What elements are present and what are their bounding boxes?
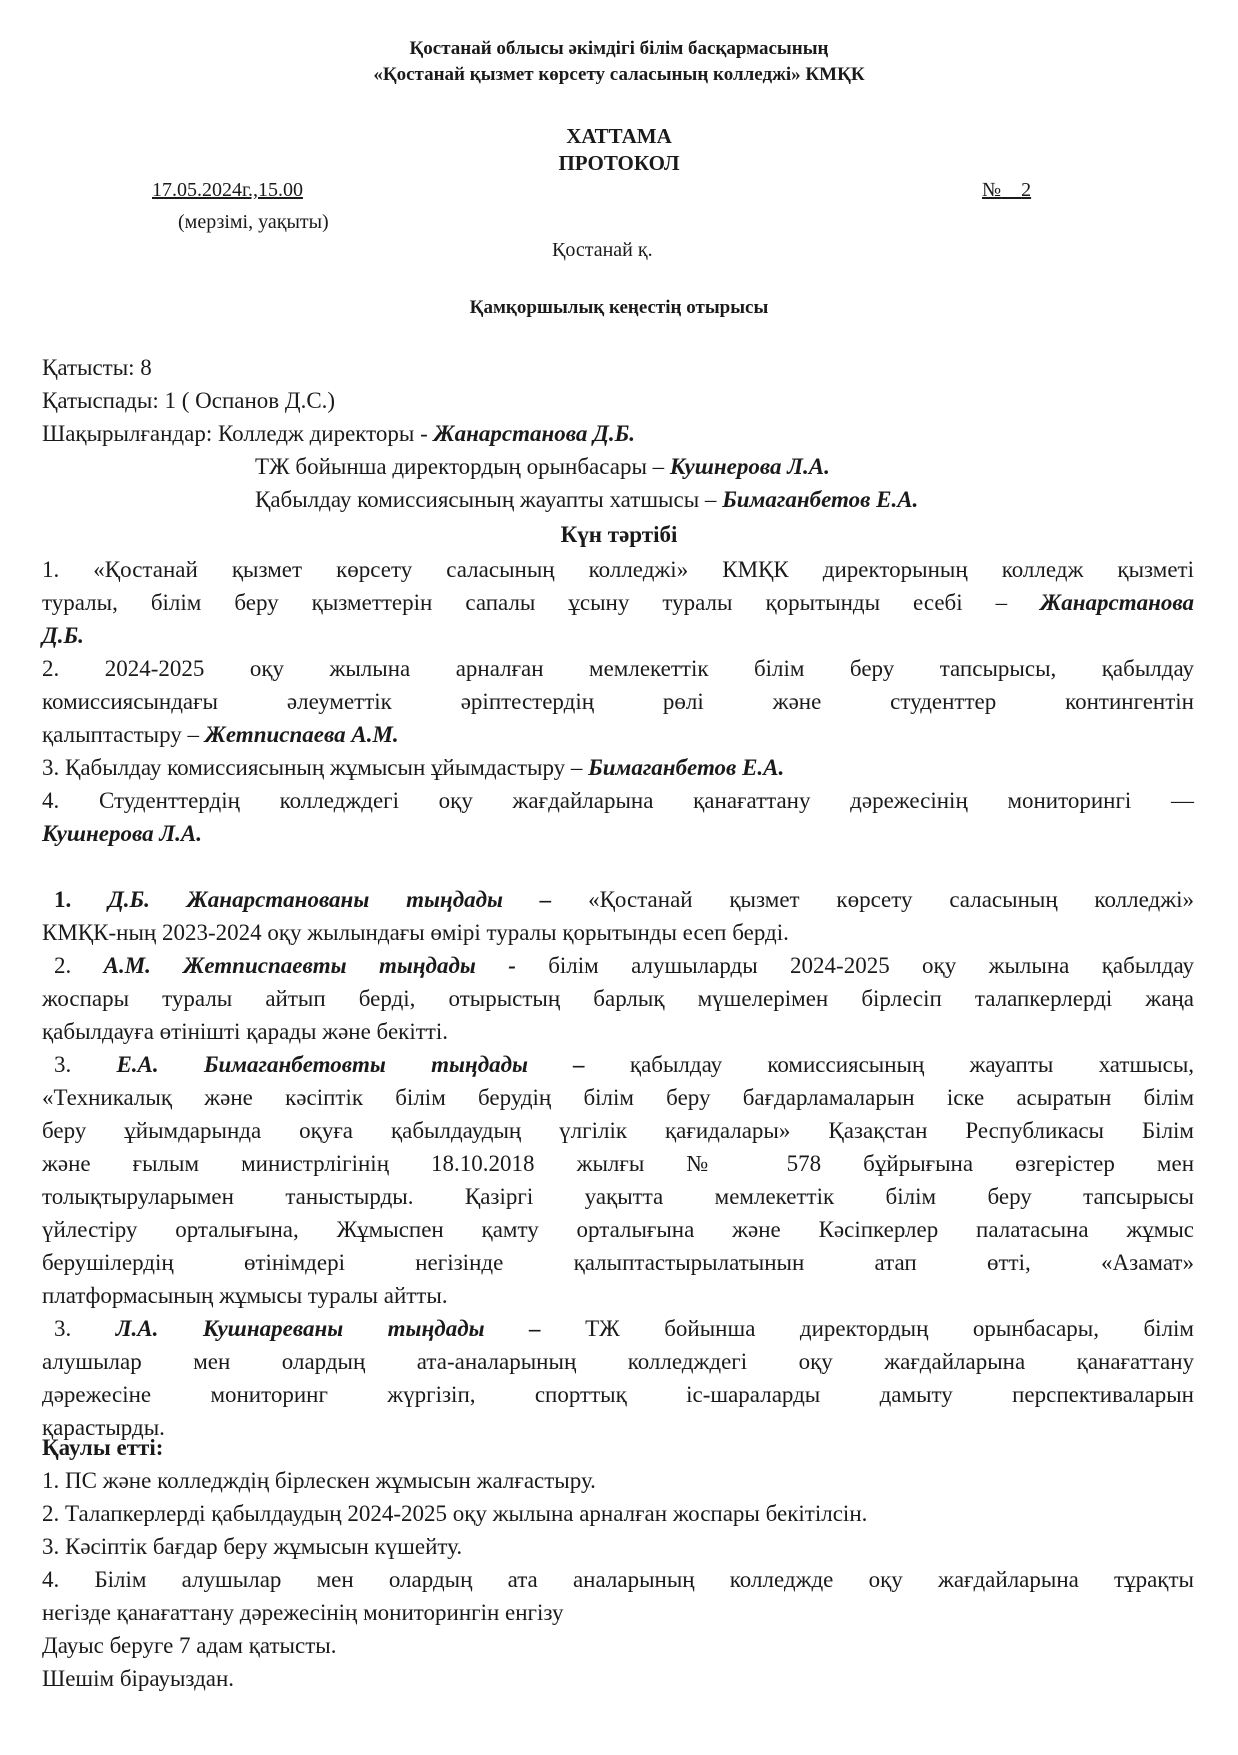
heard3-line7: берушілердің өтінімдері негізінде қалыптастырылатынын атап өтті, «Азамат»	[42, 1250, 1194, 1275]
heard1-text: «Қостанай қызмет көрсету саласының колледжі»	[588, 887, 1194, 912]
number-value: 2	[1021, 179, 1032, 201]
agenda-item2-text: қалыптастыру –	[42, 722, 205, 747]
agenda-item4-line1: 4. Студенттердің колледждегі оқу жағдайларына қанағаттану дәрежесінің мониторингі —	[42, 788, 1194, 813]
resolution-item4-line2: негізде қанағаттану дәрежесінің мониторингін енгізу	[42, 1600, 564, 1625]
heard2-text: білім алушыларды 2024-2025 оқу жылына қабылдау	[548, 953, 1194, 978]
heard1-prefix: 1.	[54, 887, 109, 912]
heard1-line1	[42, 883, 1194, 916]
absent-count: Қатыспады: 1 ( Оспанов Д.С.)	[42, 388, 336, 413]
heard3-line2: «Техникалық және кәсіптік білім берудің білім беру бағдарламаларын іске асыратын білім	[42, 1085, 1194, 1110]
invited2-role: ТЖ бойынша директордың орынбасары –	[255, 454, 670, 479]
title-ru: ПРОТОКОЛ	[558, 151, 680, 175]
agenda-item2-line2: комиссиясындағы әлеуметтік әріптестердің рөлі және студенттер контингентін	[42, 689, 1194, 714]
heard3-line3: беру ұйымдарында оқуға қабылдаудың үлгілік қағидалары» Қазақстан Республикасы Білім	[42, 1118, 1194, 1143]
org-header-line1: Қостанай облысы әкімдігі білім басқармасының	[409, 38, 829, 59]
heard4-prefix: 3.	[54, 1316, 116, 1341]
invited-label: Шақырылғандар: Колледж директоры -	[42, 421, 434, 446]
agenda-heading: Күн тәртібі	[560, 522, 678, 547]
agenda-item1-name-b: Д.Б.	[42, 623, 84, 648]
vote-count: Дауыс беруге 7 адам қатысты.	[42, 1633, 337, 1658]
meeting-title: Қамқоршылық кеңестің отырысы	[469, 297, 769, 318]
invited-line3	[255, 487, 918, 513]
heard4-line4: қарастырды.	[42, 1415, 165, 1440]
meeting-datetime: 17.05.2024г.,15.00	[152, 179, 303, 201]
agenda-item2-line1: 2. 2024-2025 оқу жылына арналған мемлекеттік білім беру тапсырысы, қабылдау	[42, 656, 1194, 681]
heard3-prefix: 3.	[54, 1052, 117, 1077]
heard4-line2: алушылар мен олардың ата-аналарының колледждегі оқу жағдайларына қанағаттану	[42, 1349, 1194, 1374]
agenda-item4-name: Кушнерова Л.А.	[42, 821, 202, 846]
heard3-line6: үйлестіру орталығына, Жұмыспен қамту орталығына және Кәсіпкерлер палатасына жұмыс	[42, 1217, 1194, 1242]
heard4-line3: дәрежесіне мониторинг жүргізіп, спорттық іс-шараларды дамыту перспективаларын	[42, 1382, 1194, 1407]
decision: Шешім бірауыздан.	[42, 1666, 235, 1691]
agenda-item3-text: 3. Қабылдау комиссиясының жұмысын ұйымдастыру –	[42, 755, 589, 780]
heard1-line2: КМҚК-ның 2023-2024 оқу жылындағы өмірі туралы қорытынды есеп берді.	[42, 920, 789, 945]
heard1-speaker: Д.Б. Жанарстанованы тыңдады –	[108, 887, 589, 912]
title-kz: ХАТТАМА	[566, 124, 672, 148]
org-header-line2: «Қостанай қызмет көрсету саласының колледжі» КМҚК	[373, 64, 865, 85]
invited-line1	[42, 421, 635, 447]
agenda-item2-line3	[42, 718, 1194, 751]
number-label: №	[982, 179, 1002, 201]
protocol-number	[982, 179, 1031, 202]
invited1-name: Жанарстанова Д.Б.	[433, 421, 635, 446]
resolution-item4-line1: 4. Білім алушылар мен олардың ата аналарының колледжде оқу жағдайларына тұрақты	[42, 1567, 1194, 1592]
heard2-prefix: 2.	[54, 953, 104, 978]
resolution-item3: 3. Кәсіптік бағдар беру жұмысын күшейту.	[42, 1534, 463, 1559]
heard2-line2: жоспары туралы айтып берді, отырыстың барлық мүшелерімен бірлесіп талапкерлерді жаңа	[42, 986, 1194, 1011]
resolution-item2: 2. Талапкерлерді қабылдаудың 2024-2025 оқу жылына арналған жоспары бекітілсін.	[42, 1501, 868, 1526]
resolution-heading: Қаулы етті:	[42, 1435, 164, 1460]
resolution-item1: 1. ПС және колледждің бірлескен жұмысын жалғастыру.	[42, 1468, 596, 1493]
agenda-item1-name-a: Жанарстанова	[1040, 590, 1195, 615]
resolution-section	[42, 1431, 1194, 1695]
heard2-speaker: А.М. Жетписпаевты тыңдады -	[103, 953, 549, 978]
agenda-item1-line1: 1. «Қостанай қызмет көрсету саласының колледжі» КМҚК директорының колледж қызметі	[42, 557, 1194, 582]
agenda-item1-line2	[42, 586, 1194, 619]
heard3-line8: платформасының жұмысы туралы айтты.	[42, 1283, 448, 1308]
datetime-caption: (мерзімі, уақыты)	[178, 211, 329, 233]
present-count: Қатысты: 8	[42, 355, 152, 380]
heard4-text: ТЖ бойынша директордың орынбасары, білім	[585, 1316, 1194, 1341]
heard3-speaker: Е.А. Бимаганбетовты тыңдады –	[116, 1052, 630, 1077]
heard3-line1	[42, 1048, 1194, 1081]
invited-line2	[255, 454, 830, 480]
agenda-item3-name: Бимаганбетов Е.А.	[588, 755, 785, 780]
invited2-name: Кушнерова Л.А.	[669, 454, 830, 479]
agenda-item1-text: туралы, білім беру қызметтерін сапалы ұсыну туралы қорытынды есебі –	[42, 590, 1008, 615]
heard4-line1	[42, 1312, 1194, 1345]
heard3-line5: толықтыруларымен таныстырды. Қазіргі уақытта мемлекеттік білім беру тапсырысы	[42, 1184, 1194, 1209]
invited3-role: Қабылдау комиссиясының жауапты хатшысы –	[255, 487, 723, 512]
invited3-name: Бимаганбетов Е.А.	[722, 487, 919, 512]
heard3-text: қабылдау комиссиясының жауапты хатшысы,	[629, 1052, 1195, 1077]
agenda-item2-name: Жетписпаева А.М.	[204, 722, 399, 747]
agenda-item3	[42, 751, 1194, 784]
agenda-list	[42, 553, 1194, 850]
heard2-line3: қабылдауға өтінішті қарады және бекітті.	[42, 1019, 448, 1044]
heard3-line4: және ғылым министрлігінің 18.10.2018 жылғы № 578 бұйрығына өзгерістер мен	[42, 1151, 1194, 1176]
heard-section	[42, 883, 1194, 1444]
heard4-speaker: Л.А. Кушнареваны тыңдады –	[115, 1316, 586, 1341]
heard2-line1	[42, 949, 1194, 982]
city: Қостанай қ.	[552, 239, 653, 261]
